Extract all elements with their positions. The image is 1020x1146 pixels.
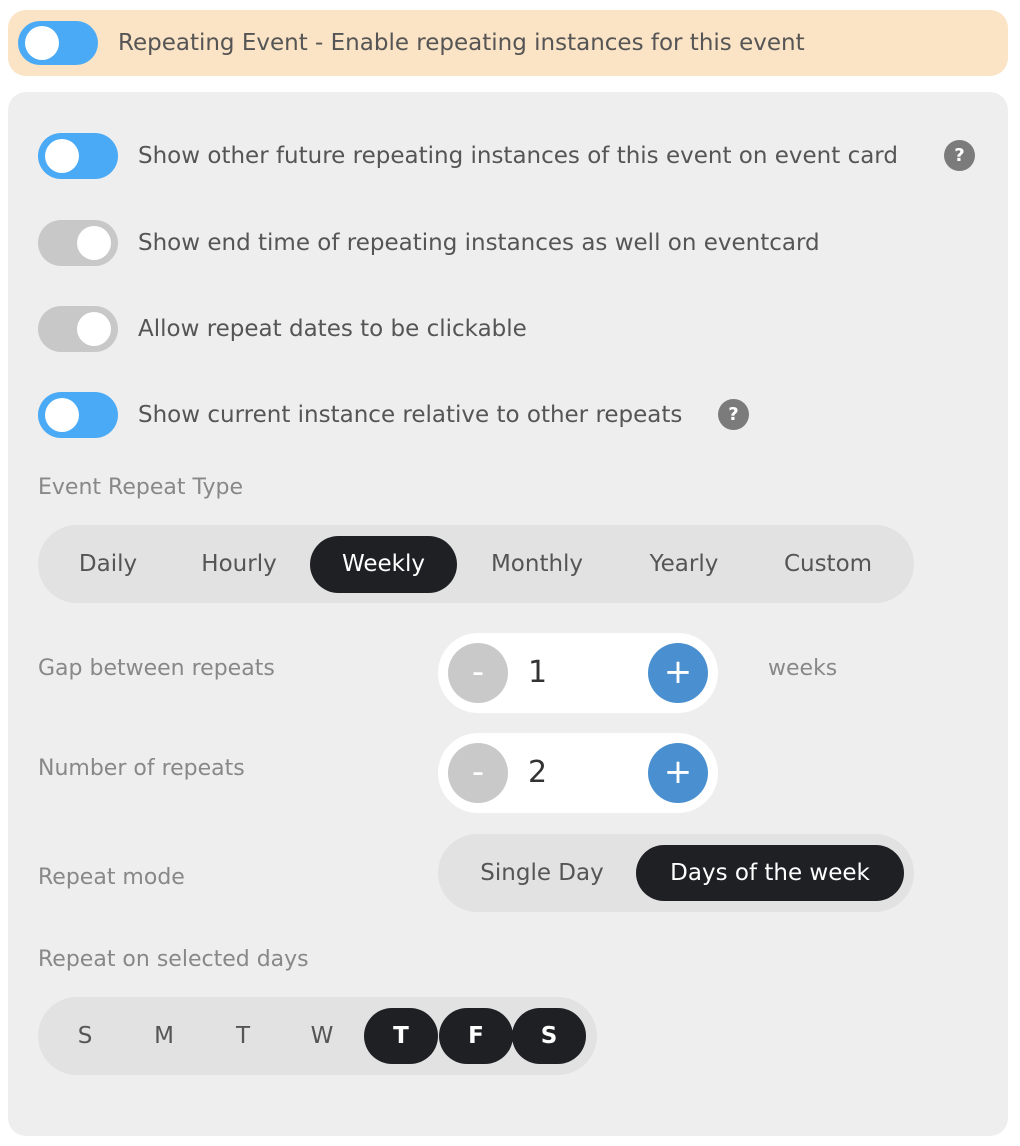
- toggle-show-end-time[interactable]: [38, 220, 118, 266]
- count-stepper: [438, 733, 718, 813]
- days-selector: [38, 997, 597, 1075]
- toggle-show-future-instances[interactable]: [38, 133, 118, 179]
- option-label: Show current instance relative to other repeats: [138, 402, 683, 428]
- toggle-knob: [77, 226, 111, 260]
- toggle-clickable-dates[interactable]: [38, 306, 118, 352]
- day-saturday[interactable]: S: [512, 1008, 586, 1064]
- count-increment-button[interactable]: +: [648, 743, 708, 803]
- repeat-mode-days-of-week[interactable]: Days of the week: [636, 845, 904, 901]
- day-thursday[interactable]: T: [364, 1008, 438, 1064]
- count-decrement-button[interactable]: -: [448, 743, 508, 803]
- day-friday[interactable]: F: [439, 1008, 513, 1064]
- help-icon[interactable]: ?: [944, 140, 975, 171]
- repeat-type-custom[interactable]: Custom: [783, 551, 873, 577]
- gap-increment-button[interactable]: +: [648, 643, 708, 703]
- day-monday[interactable]: M: [154, 1023, 174, 1049]
- toggle-knob: [45, 398, 79, 432]
- day-wednesday[interactable]: W: [310, 1023, 334, 1049]
- option-label: Allow repeat dates to be clickable: [138, 316, 527, 342]
- gap-value[interactable]: 1: [528, 655, 548, 690]
- count-label: Number of repeats: [38, 756, 245, 781]
- day-sunday[interactable]: S: [77, 1023, 93, 1049]
- option-label: Show end time of repeating instances as well on eventcard: [138, 230, 820, 256]
- repeat-mode-label: Repeat mode: [38, 865, 185, 890]
- repeat-type-daily[interactable]: Daily: [78, 551, 138, 577]
- gap-stepper: [438, 633, 718, 713]
- help-icon[interactable]: ?: [718, 399, 749, 430]
- option-label: Show other future repeating instances of this event on event card: [138, 143, 898, 169]
- repeating-event-label: Repeating Event - Enable repeating instances for this event: [118, 30, 805, 56]
- repeat-type-hourly[interactable]: Hourly: [201, 551, 277, 577]
- repeat-mode-single-day[interactable]: Single Day: [480, 860, 604, 886]
- repeating-event-header: [8, 10, 1008, 76]
- day-tuesday[interactable]: T: [235, 1023, 251, 1049]
- repeat-type-monthly[interactable]: Monthly: [490, 551, 584, 577]
- count-value[interactable]: 2: [528, 755, 548, 790]
- gap-label: Gap between repeats: [38, 656, 275, 681]
- gap-unit: weeks: [768, 656, 838, 681]
- repeat-type-yearly[interactable]: Yearly: [649, 551, 719, 577]
- toggle-knob: [77, 312, 111, 346]
- repeat-type-label: Event Repeat Type: [38, 475, 243, 500]
- repeat-mode-selector: [438, 834, 914, 912]
- toggle-knob: [45, 139, 79, 173]
- repeat-type-weekly[interactable]: Weekly: [310, 536, 457, 593]
- gap-decrement-button[interactable]: -: [448, 643, 508, 703]
- repeat-type-selector: [38, 525, 914, 603]
- toggle-current-instance[interactable]: [38, 392, 118, 438]
- repeating-event-toggle[interactable]: [18, 21, 98, 65]
- days-label: Repeat on selected days: [38, 947, 309, 972]
- toggle-knob: [25, 26, 59, 60]
